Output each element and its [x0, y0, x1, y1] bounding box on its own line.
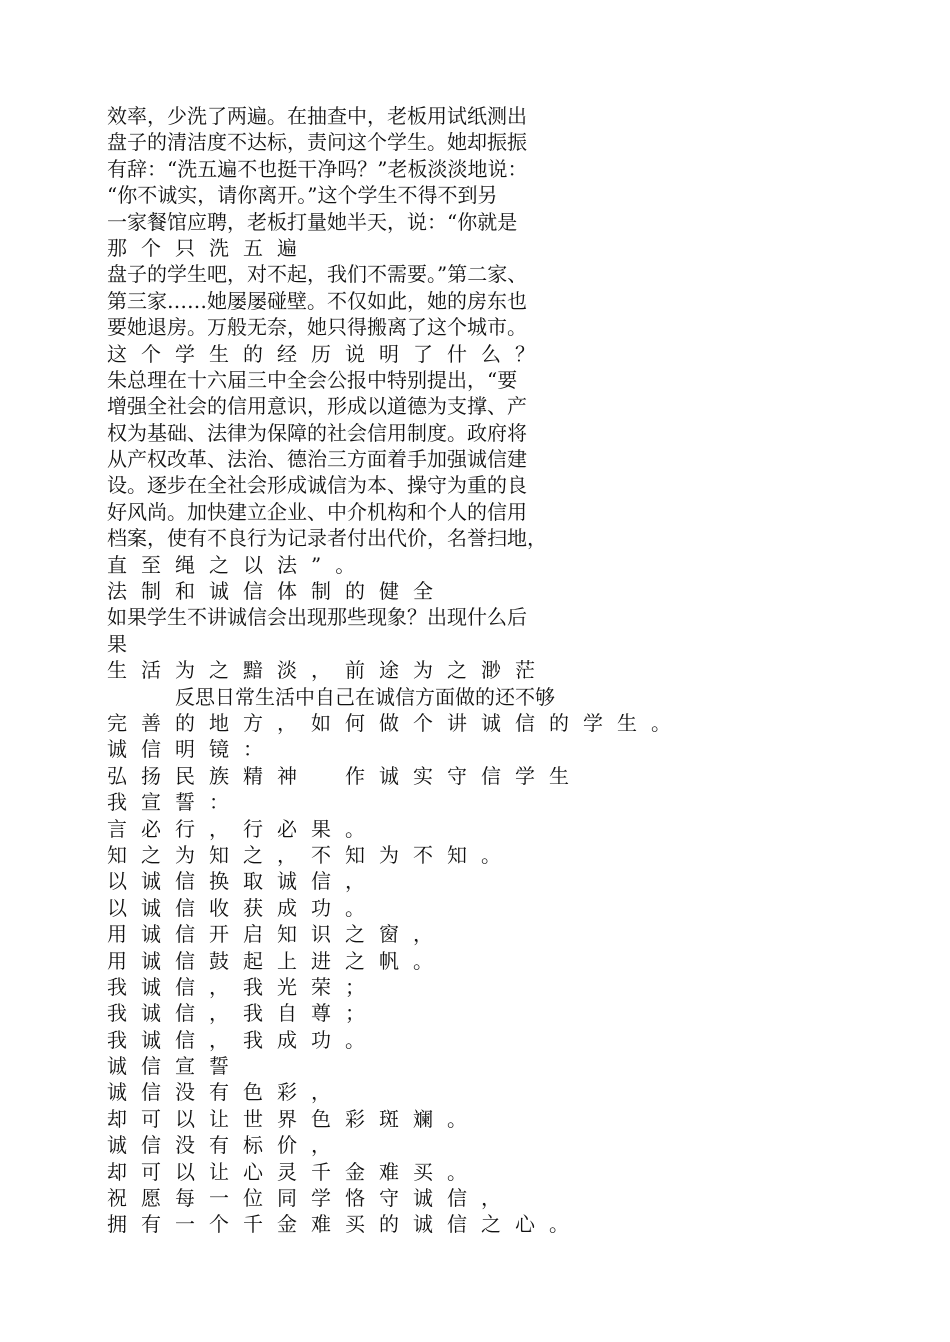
text-line: 档案，使有不良行为记录者付出代价，名誉扫地，: [107, 526, 547, 551]
text-line: 诚信明镜：: [107, 737, 277, 762]
text-line: 果: [107, 631, 141, 656]
text-line: 这个学生的经历说明了什么？: [107, 341, 549, 366]
text-line: 好风尚。加快建立企业、中介机构和个人的信用: [107, 499, 527, 524]
text-line: 朱总理在十六届三中全会公报中特别提出，“要: [107, 367, 518, 392]
text-line: 拥有一个千金难买的诚信之心。: [107, 1212, 583, 1237]
text-line: 法制和诚信体制的健全: [107, 579, 447, 604]
text-line: 盘子的清洁度不达标，责问这个学生。她却振振: [107, 130, 527, 155]
text-line: 如果学生不讲诚信会出现那些现象？出现什么后: [107, 605, 527, 630]
text-line: 却可以让世界色彩斑斓。: [107, 1106, 481, 1131]
text-line: 言必行，行必果。: [107, 816, 379, 841]
text-line: 那个只洗五遍: [107, 235, 311, 260]
text-line: 诚信没有色彩，: [107, 1080, 345, 1105]
text-line: 却可以让心灵千金难买。: [107, 1159, 481, 1184]
text-line: 反思日常生活中自己在诚信方面做的还不够: [175, 684, 555, 709]
text-line: 弘扬民族精神 作诚实守信学生: [107, 763, 583, 788]
text-line: 用诚信鼓起上进之帆。: [107, 948, 447, 973]
text-line: 用诚信开启知识之窗，: [107, 922, 447, 947]
text-line: 我诚信，我自尊；: [107, 1001, 379, 1026]
text-line: 我诚信，我成功。: [107, 1027, 379, 1052]
text-line: 要她退房。万般无奈，她只得搬离了这个城市。: [107, 315, 527, 340]
text-line: 效率，少洗了两遍。在抽查中，老板用试纸测出: [107, 104, 527, 128]
text-line: 完善的地方，如何做个讲诚信的学生。: [107, 710, 685, 735]
text-line: 直至绳之以法”。: [107, 552, 370, 577]
text-line: 祝愿每一位同学恪守诚信，: [107, 1186, 515, 1211]
text-line: 有辞：“洗五遍不也挺干净吗？”老板淡淡地说：: [107, 156, 528, 181]
text-line: 从产权改革、法治、德治三方面着手加强诚信建: [107, 447, 527, 472]
text-line: 一家餐馆应聘，老板打量她半天，说：“你就是: [107, 209, 518, 234]
text-line: 知之为知之，不知为不知。: [107, 842, 515, 867]
text-line: 生活为之黯淡，前途为之渺茫: [107, 658, 549, 683]
text-line: 我宣誓：: [107, 790, 243, 815]
text-line: 诚信没有标价，: [107, 1133, 345, 1158]
text-line: 我诚信，我光荣；: [107, 974, 379, 999]
document-body: [107, 103, 867, 1238]
text-line: 增强全社会的信用意识，形成以道德为支撑、产: [107, 394, 527, 419]
text-line: 以诚信收获成功。: [107, 895, 379, 920]
text-line: 盘子的学生吧，对不起，我们不需要。”第二家、: [107, 262, 528, 287]
text-line: 设。逐步在全社会形成诚信为本、操守为重的良: [107, 473, 527, 498]
text-line: 第三家……她屡屡碰壁。不仅如此，她的房东也: [107, 288, 527, 313]
text-line: 以诚信换取诚信，: [107, 869, 379, 894]
text-line: “你不诚实，请你离开。”这个学生不得不到另: [107, 183, 498, 208]
text-line: 权为基础、法律为保障的社会信用制度。政府将: [107, 420, 527, 445]
text-line: 诚信宣誓: [107, 1054, 243, 1079]
